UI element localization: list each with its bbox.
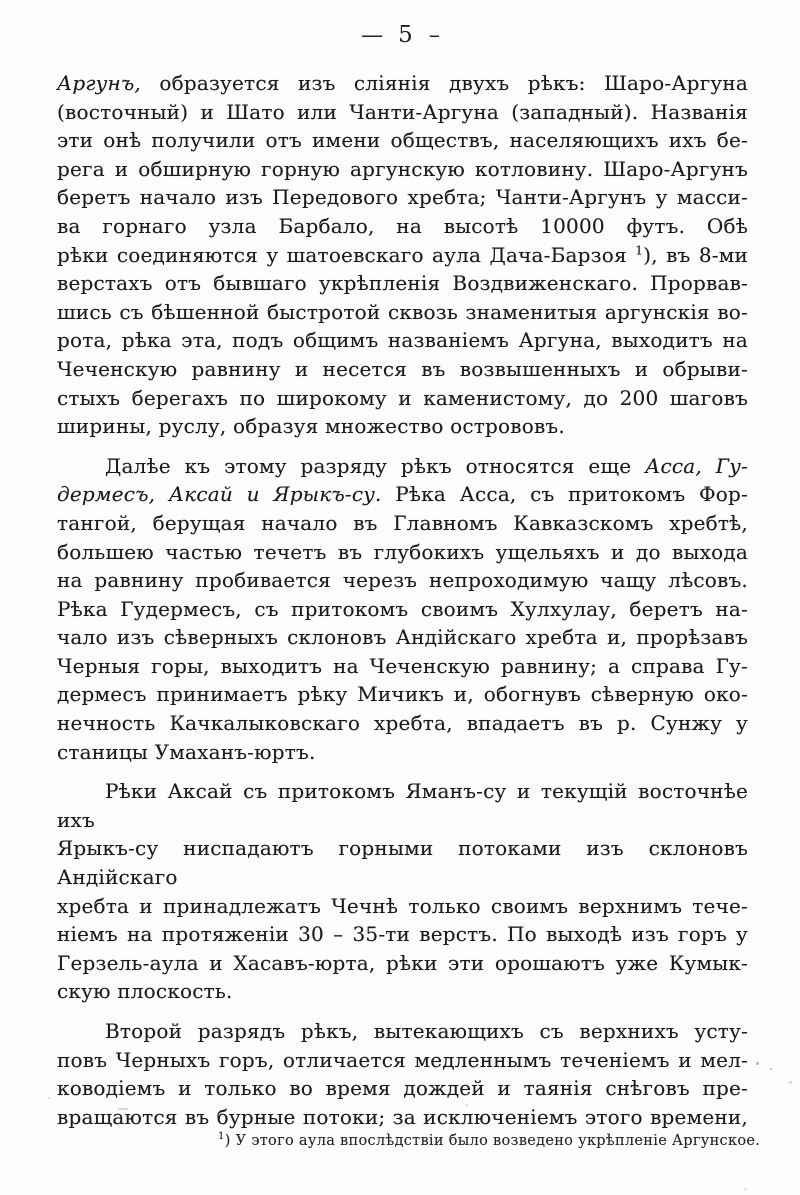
text-segment: чало изъ сѣверныхъ склоновъ Андійскаго хребта и, прорѣзавъ (57, 625, 748, 650)
text-segment: ширины, руслу, образуя множество острововъ. (57, 414, 565, 439)
text-line (57, 480, 748, 509)
text-segment: Далѣе къ этому разряду рѣкъ относятся еще (105, 453, 646, 478)
text-line (57, 892, 748, 921)
text-segment: верстахъ отъ бывшаго укрѣпленія Воздвиженскаго. Прорвав- (57, 271, 748, 296)
scan-speck (465, 1104, 468, 1106)
text-segment: повъ Черныхъ горъ, отличается медленнымъ теченіемъ и мел- (57, 1047, 748, 1072)
scan-speck (756, 1062, 759, 1065)
page-text-block (57, 69, 748, 1142)
text-line (57, 298, 748, 327)
text-line (57, 183, 748, 212)
text-line (57, 680, 748, 709)
text-line (57, 355, 748, 384)
text-segment: ва горнаго узла Барбало, на высотѣ 10000 футъ. Обѣ (57, 213, 748, 238)
text-segment: хребта и принадлежатъ Чечнѣ только своимъ верхнимъ тече- (57, 893, 748, 918)
text-line (57, 241, 748, 270)
text-line (57, 509, 748, 538)
text-line (57, 412, 748, 441)
paragraph (57, 1017, 748, 1131)
footnote-reference: 1 (635, 241, 644, 257)
text-segment: Асса, Гу- (645, 453, 748, 478)
text-line (57, 834, 748, 891)
header-dash-left: — (361, 23, 383, 48)
text-segment: дермесъ принимаетъ рѣку Мичикъ и, обогнувъ сѣверную око- (57, 682, 748, 707)
footnote-paren: ) (224, 1133, 236, 1149)
text-line (57, 777, 748, 834)
text-line (57, 155, 748, 184)
text-segment: эти онѣ получили отъ имени обществъ, населяющихъ ихъ бе- (57, 128, 748, 153)
text-line (57, 949, 748, 978)
text-segment: Аргунъ, (57, 71, 141, 95)
text-segment: образуется изъ сліянія двухъ рѣкъ: Шаро-Аргуна (140, 71, 748, 95)
text-line (57, 126, 748, 155)
text-line (57, 538, 748, 567)
text-segment: ), въ 8-ми (643, 242, 748, 267)
text-segment: стыхъ берегахъ по широкому и каменистому, до 200 шаговъ (57, 385, 748, 410)
text-segment: Рѣки Аксай съ притокомъ Яманъ-су и текущій восточнѣе ихъ (57, 779, 748, 832)
text-segment: тангой, берущая начало въ Главномъ Кавказскомъ хребтѣ, (57, 510, 748, 535)
text-line (57, 920, 748, 949)
text-segment: ководіемъ и только во время дождей и таянія снѣговъ пре- (57, 1076, 748, 1101)
page-number: 5 (398, 22, 413, 48)
page-header (0, 22, 800, 48)
text-line (57, 326, 748, 355)
text-segment: рота, рѣка эта, подъ общимъ названіемъ Аргуна, выходитъ на (57, 328, 748, 353)
text-line (57, 595, 748, 624)
text-segment: Рѣка Асса, съ притокомъ Фор- (381, 482, 748, 507)
text-segment: Черныя горы, выходитъ на Чеченскую равнину; а справа Гу- (57, 653, 748, 678)
text-segment: нечность Качкалыковскаго хребта, впадаетъ въ р. Сунжу у (57, 711, 748, 736)
text-segment: станицы Умаханъ-юртъ. (57, 739, 316, 764)
footnote-marker: 1 (218, 1131, 225, 1143)
text-line (57, 269, 748, 298)
scan-speck (47, 1097, 51, 1099)
text-line (57, 1046, 748, 1075)
text-line (57, 212, 748, 241)
text-line (57, 384, 748, 413)
paragraph (57, 452, 748, 767)
text-segment: скую плоскость. (57, 979, 233, 1004)
text-line (57, 709, 748, 738)
text-segment: беретъ начало изъ Передового хребта; Чанти-Аргунъ у масси- (57, 185, 748, 210)
text-segment: Чеченскую равнину и несется въ возвышенныхъ и обрыви- (57, 356, 748, 381)
text-line (57, 69, 748, 98)
text-segment: вращаются въ бурные потоки; за исключеніемъ этого времени, (57, 1104, 748, 1129)
text-segment: большею частью течетъ въ глубокихъ ущельяхъ и до выхода (57, 539, 748, 564)
text-segment: на равнину пробивается черезъ непроходимую чащу лѣсовъ. (57, 568, 748, 593)
scan-speck (789, 1081, 792, 1084)
header-dash-right: – (428, 23, 439, 48)
text-segment: Ярыкъ-су ниспадаютъ горными потоками изъ склоновъ Андійскаго (57, 836, 748, 890)
text-line (57, 977, 748, 1006)
paragraph (57, 777, 748, 1006)
text-segment: Рѣка Гудермесъ, съ притокомъ своимъ Хулхулау, беретъ на- (57, 596, 748, 621)
text-segment: дермесъ, Аксай и Ярыкъ-су. (57, 482, 382, 507)
footnote (218, 1133, 760, 1149)
text-segment: шись съ бѣшенной быстротой сквозь знаменитыя аргунскія во- (57, 299, 748, 324)
footnote-text: У этого аула впослѣдствіи было возведено укрѣпленіе Аргунское. (235, 1133, 761, 1149)
text-segment: (восточный) и Шато или Чанти-Аргуна (западный). Названія (57, 99, 748, 124)
text-line (57, 1103, 748, 1132)
text-line (57, 98, 748, 127)
scan-speck (118, 1108, 128, 1110)
text-segment: Второй разрядъ рѣкъ, вытекающихъ съ верхнихъ усту- (105, 1019, 748, 1043)
text-line (57, 452, 748, 481)
scan-speck (770, 1068, 772, 1070)
scan-speck (744, 1188, 747, 1190)
text-segment: Герзель-аула и Хасавъ-юрта, рѣки эти орошаютъ уже Кумык- (57, 950, 748, 975)
text-line (57, 652, 748, 681)
text-line (57, 1017, 748, 1046)
text-line (57, 738, 748, 767)
text-line (57, 623, 748, 652)
text-segment: рега и обширную горную аргунскую котловину. Шаро-Аргунъ (57, 156, 748, 181)
paragraph (57, 69, 748, 441)
text-segment: рѣки соединяются у шатоевскаго аула Дача-Барзоя (57, 242, 636, 267)
text-line (57, 1074, 748, 1103)
text-line (57, 566, 748, 595)
text-segment: ніемъ на протяженіи 30 – 35-ти верстъ. По выходѣ изъ горъ у (57, 922, 748, 947)
